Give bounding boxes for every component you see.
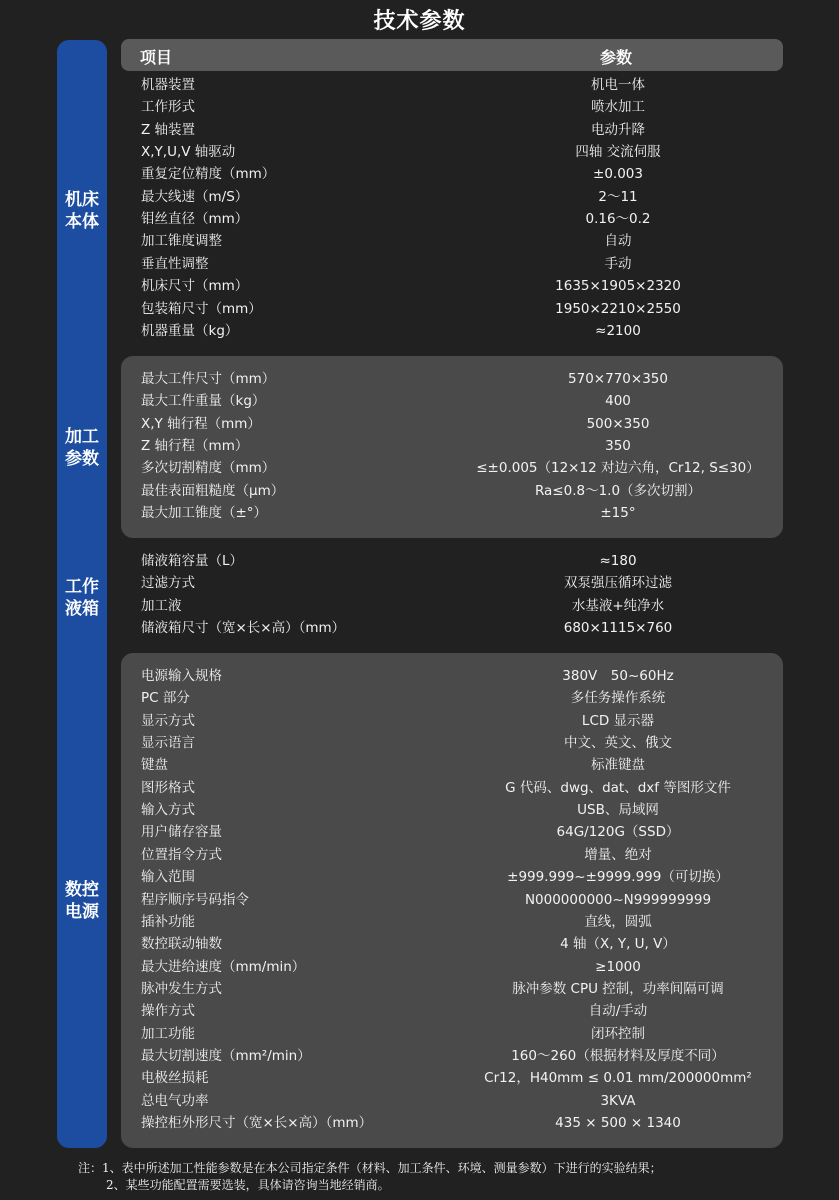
table-row [0, 298, 839, 320]
spec-value: 四轴 交流伺服 [575, 144, 661, 161]
table-row [0, 1000, 839, 1022]
spec-value: 闭环控制 [591, 1025, 645, 1042]
spec-value: 自动/手动 [588, 1003, 648, 1020]
spec-value: 2～11 [598, 188, 638, 205]
spec-name: X,Y,U,V 轴驱动 [141, 144, 236, 161]
table-row [0, 502, 839, 524]
spec-value: Cr12，H40mm ≤ 0.01 mm/200000mm² [484, 1070, 752, 1087]
spec-value: 3KVA [600, 1092, 636, 1109]
header-item-label: 项目 [140, 48, 173, 67]
spec-value: 4 轴（X, Y, U, V） [560, 936, 676, 953]
spec-value: 160～260（根据材料及厚度不同） [511, 1047, 725, 1064]
spec-name: Z 轴装置 [141, 121, 196, 138]
spec-value: 0.16～0.2 [585, 211, 651, 228]
spec-name: 最大加工锥度（±°） [141, 505, 268, 522]
table-row [0, 617, 839, 639]
table-row [0, 208, 839, 230]
spec-value: ≥1000 [595, 958, 641, 975]
table-row [0, 1090, 839, 1112]
spec-value: N000000000~N999999999 [524, 891, 712, 908]
section-label-machine-body: 机床 本体 [65, 190, 99, 232]
spec-name: 显示方式 [141, 712, 195, 729]
table-row [0, 777, 839, 799]
spec-name: 多次切割精度（mm） [141, 460, 276, 477]
spec-value: ≈2100 [595, 322, 641, 339]
spec-name: 程序顺序号码指令 [141, 891, 249, 908]
table-row [0, 799, 839, 821]
spec-value: ±15° [600, 505, 636, 522]
spec-name: 操控柜外形尺寸（宽×长×高）（mm） [141, 1115, 373, 1131]
spec-name: 工作形式 [141, 99, 195, 116]
spec-name: 最大线速（m/S） [141, 188, 249, 205]
spec-value: 500×350 [586, 415, 650, 432]
spec-value: 增量、绝对 [584, 846, 652, 863]
spec-value: 电动升降 [591, 121, 645, 138]
spec-name: 电源输入规格 [141, 668, 222, 684]
table-row [0, 275, 839, 297]
table-row [0, 96, 839, 118]
spec-name: 键盘 [141, 757, 168, 774]
table-row [0, 754, 839, 776]
spec-value: 机电一体 [591, 77, 645, 93]
table-row [0, 732, 839, 754]
spec-name: 操作方式 [141, 1003, 195, 1020]
table-row [0, 368, 839, 390]
spec-name: 最大切割速度（mm²/min） [141, 1047, 311, 1064]
table-row [0, 844, 839, 866]
spec-name: 数控联动轴数 [141, 936, 222, 953]
spec-name: 加工锥度调整 [141, 233, 222, 250]
spec-value: Ra≤0.8～1.0（多次切割） [534, 482, 702, 499]
spec-value: 多任务操作系统 [570, 690, 666, 707]
table-row [0, 1045, 839, 1067]
spec-value: 350 [605, 438, 631, 455]
spec-name: 储液箱容量（L） [141, 553, 244, 569]
table-row [0, 253, 839, 275]
spec-value: USB、局域网 [577, 802, 659, 819]
section-label-processing: 加工 参数 [65, 427, 99, 469]
spec-value: 400 [605, 393, 631, 410]
spec-name: 重复定位精度（mm） [141, 166, 276, 183]
section-label-cnc-power: 数控 电源 [65, 880, 99, 922]
spec-value: 脉冲参数 CPU 控制，功率间隔可调 [512, 980, 724, 997]
table-row [0, 595, 839, 617]
spec-value: 380V 50~60Hz [562, 668, 674, 684]
table-row [0, 320, 839, 342]
spec-value: 水基液+纯净水 [571, 597, 665, 614]
spec-name: 过滤方式 [141, 575, 195, 592]
spec-name: 显示语言 [141, 735, 195, 752]
spec-name: 最大进给速度（mm/min） [141, 958, 306, 975]
spec-name: 插补功能 [141, 913, 195, 930]
spec-name: 最大工件重量（kg） [141, 393, 266, 410]
footnote-2: 2、某些功能配置需要选装，具体请咨询当地经销商。 [106, 1178, 390, 1192]
table-row [0, 866, 839, 888]
footnote-1: 注：1、表中所述加工性能参数是在本公司指定条件（材料、加工条件、环境、测量参数）下进行的实验结果； [78, 1161, 662, 1175]
spec-value: 手动 [604, 255, 632, 272]
page-title: 技术参数 [373, 9, 466, 34]
table-row [0, 457, 839, 479]
spec-name: 加工液 [141, 597, 182, 614]
spec-name: 输入范围 [141, 869, 195, 886]
table-row [0, 710, 839, 732]
table-row [0, 435, 839, 457]
header-param-label: 参数 [599, 48, 632, 67]
spec-value: 680×1115×760 [563, 620, 673, 637]
spec-value: ±999.999~±9999.999（可切换） [507, 869, 729, 886]
spec-name: 垂直性调整 [141, 255, 209, 272]
table-row [0, 1112, 839, 1134]
spec-name: 最佳表面粗糙度（μm） [141, 482, 285, 499]
spec-value: 双泵强压循环过滤 [564, 575, 672, 592]
spec-name: X,Y 轴行程（mm） [141, 415, 261, 432]
spec-name: 用户储存容量 [141, 824, 222, 841]
spec-value: 标准键盘 [591, 757, 645, 774]
table-row [0, 186, 839, 208]
table-row [0, 74, 839, 96]
spec-value: 435 × 500 × 1340 [555, 1115, 681, 1131]
section-label-fluid-tank: 工作 液箱 [65, 577, 99, 619]
table-row [0, 572, 839, 594]
spec-value: 自动 [604, 233, 632, 250]
spec-value: 1635×1905×2320 [555, 278, 681, 295]
spec-value: 64G/120G（SSD） [556, 824, 680, 841]
spec-name: 包装箱尺寸（mm） [141, 300, 262, 317]
table-row [0, 956, 839, 978]
table-row [0, 141, 839, 163]
table-row [0, 230, 839, 252]
spec-value: 1950×2210×2550 [555, 300, 681, 317]
spec-name: 最大工件尺寸（mm） [141, 371, 276, 387]
spec-name: Z 轴行程（mm） [141, 438, 249, 455]
spec-value: 直线，圆弧 [584, 913, 652, 930]
table-row [0, 1067, 839, 1089]
spec-value: LCD 显示器 [581, 712, 655, 729]
spec-name: 位置指令方式 [141, 846, 222, 863]
table-row [0, 889, 839, 911]
table-row [0, 550, 839, 572]
spec-value: ≈180 [599, 553, 637, 569]
spec-name: 脉冲发生方式 [141, 980, 222, 997]
table-row [0, 480, 839, 502]
spec-name: 钼丝直径（mm） [141, 211, 249, 228]
spec-name: 机器装置 [141, 77, 195, 93]
table-row [0, 665, 839, 687]
spec-value: G 代码、dwg、dat、dxf 等图形文件 [505, 779, 731, 796]
spec-value: ≤±0.005（12×12 对边六角，Cr12, S≤30） [476, 460, 760, 477]
table-row [0, 390, 839, 412]
spec-name: 图形格式 [141, 779, 195, 796]
spec-value: 570×770×350 [568, 371, 668, 387]
spec-name: 总电气功率 [141, 1092, 209, 1109]
spec-value: ±0.003 [593, 166, 643, 183]
spec-name: 加工功能 [141, 1025, 195, 1042]
spec-value: 中文、英文、俄文 [564, 735, 672, 752]
table-row [0, 821, 839, 843]
spec-name: 储液箱尺寸（宽×长×高）（mm） [141, 620, 346, 637]
table-row [0, 911, 839, 933]
table-row [0, 687, 839, 709]
table-row [0, 413, 839, 435]
spec-name: PC 部分 [141, 690, 190, 707]
table-row [0, 933, 839, 955]
table-row [0, 1023, 839, 1045]
table-row [0, 163, 839, 185]
spec-value: 喷水加工 [591, 99, 645, 116]
table-row [0, 978, 839, 1000]
spec-name: 机床尺寸（mm） [141, 278, 249, 295]
spec-name: 输入方式 [141, 802, 195, 819]
spec-name: 机器重量（kg） [141, 322, 239, 339]
table-row [0, 119, 839, 141]
spec-name: 电极丝损耗 [141, 1070, 209, 1087]
